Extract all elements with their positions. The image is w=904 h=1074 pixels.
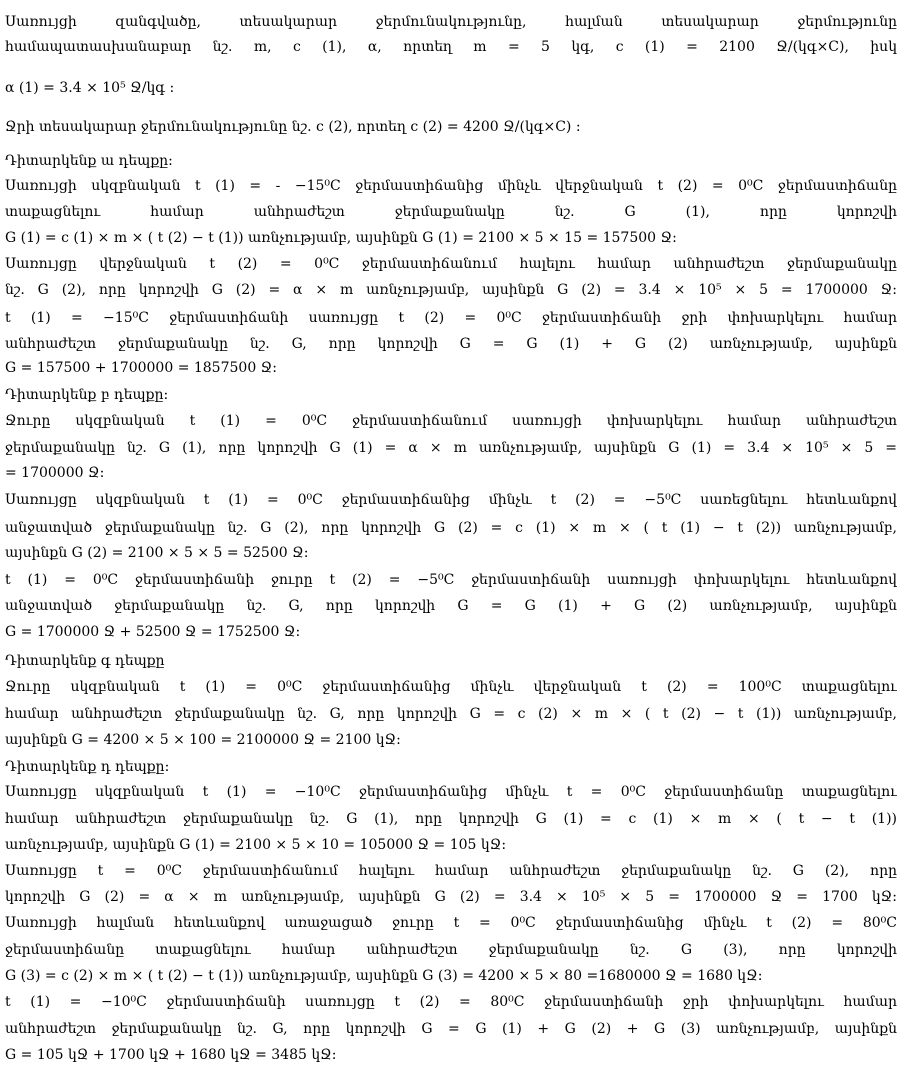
text-line: Սառույցի զանգվածը, տեսակարար ջերմունակությունը, հալման տեսակարար ջերմությունը bbox=[5, 14, 897, 30]
text-line: անհրաժեշտ ջերմաքանակը նշ. G, որը կորոշվի G = G (1) + G (2) առնչությամբ, այսինքն bbox=[5, 336, 897, 352]
text-line: Ջուրը սկզբնական t (1) = 0⁰C ջերմաստիճանում սառույցի փոխարկելու համար անհրաժեշտ bbox=[5, 413, 897, 429]
text-line: այսինքն G = 4200 × 5 × 100 = 2100000 Ջ = 2100 կՋ: bbox=[5, 732, 401, 748]
text-line: նշ. G (2), որը կորոշվի G (2) = α × m առնչությամբ, այսինքն G (2) = 3.4 × 10⁵ × 5 = 1700000 Ջ: bbox=[5, 282, 897, 298]
text-line: ջերմաստիճանը տաքացնելու համար անհրաժեշտ ջերմաքանակը նշ. G (3), որը կորոշվի bbox=[5, 942, 897, 958]
text-line: համար անհրաժեշտ ջերմաքանակը նշ. G (1), որը կորոշվի G (1) = c (1) × m × ( t − t (1)) bbox=[5, 811, 897, 827]
text-line: Սառույցը սկզբնական t (1) = −10⁰C ջերմաստիճանից մինչև t = 0⁰C ջերմաստիճանը տաքացնելու bbox=[5, 784, 897, 800]
text-line: անջատված ջերմաքանակը նշ. G, որը կորոշվի G = G (1) + G (2) առնչությամբ, այսինքն bbox=[5, 598, 897, 614]
text-line: համար անհրաժեշտ ջերմաքանակը նշ. G, որը կորոշվի G = c (2) × m × ( t (2) − t (1)) առնչությամբ, bbox=[5, 706, 897, 722]
text-line: Ջրի տեսակարար ջերմունակությունը նշ. c (2), որտեղ c (2) = 4200 Ջ/(կգ×C) : bbox=[5, 119, 581, 135]
text-line: կորոշվի G (2) = α × m առնչությամբ, այսինքն G (2) = 3.4 × 10⁵ × 5 = 1700000 Ջ = 1700 կՋ: bbox=[5, 889, 897, 905]
text-line: Ջուրը սկզբնական t (1) = 0⁰C ջերմաստիճանից մինչև վերջնական t (2) = 100⁰C տաքացնելու bbox=[5, 679, 897, 695]
text-line: t (1) = −10⁰C ջերմաստիճանի սառույցը t (2) = 80⁰C ջերմաստիճանի ջրի փոխարկելու համար bbox=[5, 994, 897, 1010]
text-line: առնչությամբ, այսինքն G (1) = 2100 × 5 × 10 = 105000 Ջ = 105 կՋ: bbox=[5, 837, 507, 853]
text-line: Սառույցը t = 0⁰C ջերմաստիճանում հալելու համար անհրաժեշտ ջերմաքանակը նշ. G (2), որը bbox=[5, 863, 897, 879]
text-line: t (1) = 0⁰C ջերմաստիճանի ջուրը t (2) = −5⁰C ջերմաստիճանի սառույցի փոխարկելու հետևանքով bbox=[5, 572, 897, 588]
text-line: α (1) = 3.4 × 10⁵ Ջ/կգ : bbox=[5, 80, 175, 96]
text-line: անջատված ջերմաքանակը նշ. G (2), որը կորոշվի G (2) = c (1) × m × ( t (1) − t (2)) առնչությամբ, bbox=[5, 520, 897, 536]
text-line: G = 105 կՋ + 1700 կՋ + 1680 կՋ = 3485 կՋ: bbox=[5, 1047, 337, 1063]
text-line: t (1) = −15⁰C ջերմաստիճանի սառույցը t (2) = 0⁰C ջերմաստիճանի ջրի փոխարկելու համար bbox=[5, 310, 897, 326]
text-line: G (1) = c (1) × m × ( t (2) − t (1)) առնչությամբ, այսինքն G (1) = 2100 × 5 × 15 = 157500 Ջ: bbox=[5, 230, 677, 246]
text-line: = 1700000 Ջ: bbox=[5, 465, 105, 481]
text-line: Սառույցի հալման հետևանքով առաջացած ջուրը t = 0⁰C ջերմաստիճանից մինչև t (2) = 80⁰C bbox=[5, 915, 897, 931]
text-line: Սառույցը վերջնական t (2) = 0⁰C ջերմաստիճանում հալելու համար անհրաժեշտ ջերմաքանակը bbox=[5, 256, 897, 272]
section-heading-c: Դիտարկենք գ դեպքը bbox=[5, 653, 165, 669]
section-heading-a: Դիտարկենք ա դեպքը: bbox=[5, 153, 173, 169]
text-line: ջերմաքանակը նշ. G (1), որը կորոշվի G (1) = α × m առնչությամբ, այսինքն G (1) = 3.4 × 10⁵ × 5 = bbox=[5, 440, 897, 456]
text-line: Սառույցը սկզբնական t (1) = 0⁰C ջերմաստիճանից մինչև t (2) = −5⁰C սառեցնելու հետևանքով bbox=[5, 492, 897, 508]
text-line: այսինքն G (2) = 2100 × 5 × 5 = 52500 Ջ: bbox=[5, 545, 309, 561]
section-heading-d: Դիտարկենք դ դեպքը: bbox=[5, 759, 170, 775]
text-line: G (3) = c (2) × m × ( t (2) − t (1)) առնչությամբ, այսինքն G (3) = 4200 × 5 × 80 =1680000 Ջ = 1680 կՋ: bbox=[5, 968, 763, 984]
text-line: G = 157500 + 1700000 = 1857500 Ջ: bbox=[5, 360, 278, 376]
text-line: անհրաժեշտ ջերմաքանակը նշ. G, որը կորոշվի G = G (1) + G (2) + G (3) առնչությամբ, այսինքն bbox=[5, 1021, 897, 1037]
section-heading-b: Դիտարկենք բ դեպքը: bbox=[5, 387, 169, 403]
text-line: G = 1700000 Ջ + 52500 Ջ = 1752500 Ջ: bbox=[5, 624, 301, 640]
text-line: Սառույցի սկզբնական t (1) = - −15⁰C ջերմաստիճանից մինչև վերջնական t (2) = 0⁰C ջերմաստիճանը bbox=[5, 178, 897, 194]
text-line: տաքացնելու համար անհրաժեշտ ջերմաքանակը նշ. G (1), որը կորոշվի bbox=[5, 204, 897, 220]
text-line: համապատասխանաբար նշ. m, c (1), α, որտեղ m = 5 կգ, c (1) = 2100 Ջ/(կգ×C), իսկ bbox=[5, 39, 897, 55]
